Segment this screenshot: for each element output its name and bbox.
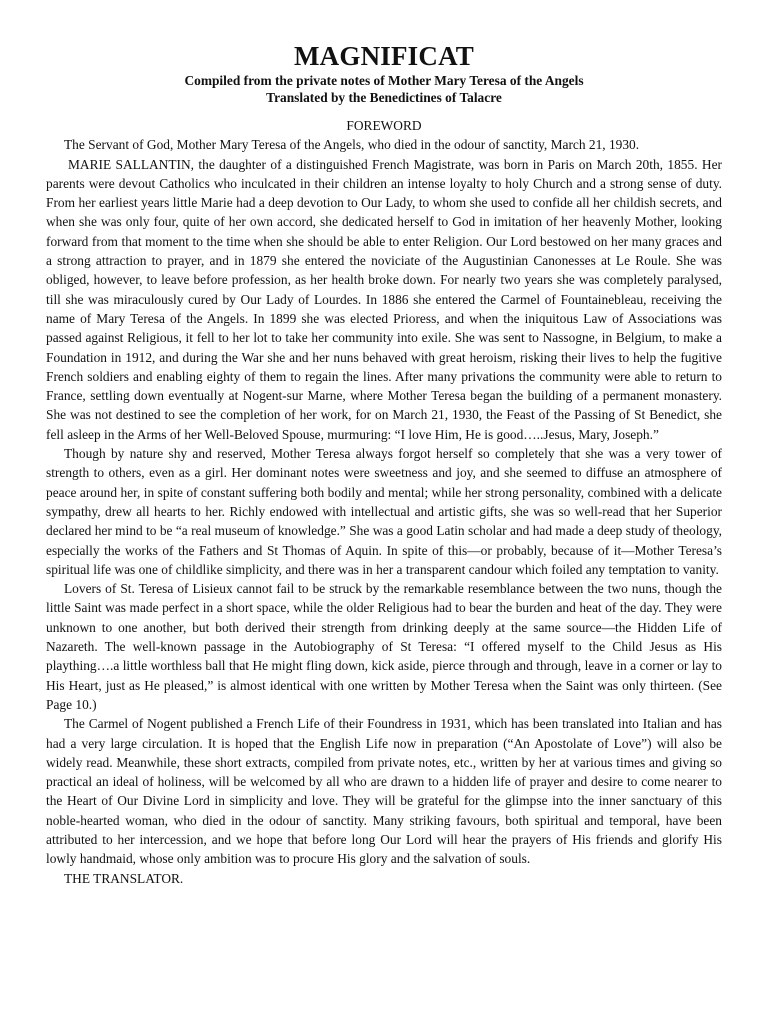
document-page bbox=[46, 40, 722, 888]
paragraph-publication: The Carmel of Nogent published a French Life of their Foundress in 1931, which has been translated into Italian and has had a very large circulation. It is hoped that the English Life now in preparation (“An Apostolate of Love”) will also be widely read. Meanwhile, these short extracts, compiled from private notes, etc., written by her at various times and giving so practical an ideal of holiness, will be welcomed by all who are drawn to a hidden life of prayer and desire to come nearer to the Heart of Our Divine Lord in simplicity and love. They will be grateful for the glimpse into the inner sanctuary of this noble-hearted woman, who died in the odour of sanctity. Many striking favours, both spiritual and temporal, have been attributed to her intercession, and we hope that before long Our Lord will hear the prayers of His friends and glorify His lowly handmaid, whose only ambition was to procure His glory and the salvation of souls. bbox=[46, 716, 722, 867]
document-subtitle-compiled: Compiled from the private notes of Mother Mary Teresa of the Angels bbox=[184, 73, 584, 88]
paragraph-intro: The Servant of God, Mother Mary Teresa of the Angels, who died in the odour of sanctity, March 21, 1930. bbox=[64, 137, 640, 153]
paragraph-character: Though by nature shy and reserved, Mother Teresa always forgot herself so completely that she was a very tower of strength to others, even as a girl. Her dominant notes were sweetness and joy, and she seemed to diffuse an atmosphere of peace around her, in spite of constant suffering both bodily and mental; while her strong personality, combined with a delicate sympathy, drew all hearts to her. Richly endowed with intellectual and artistic gifts, she was so well-read that her Superior declared her mind to be “a real museum of knowledge.” She was a good Latin scholar and had made a deep study of theology, especially the works of the Fathers and St Thomas of Aquin. In spite of this—or probably, because of it—Mother Teresa’s spiritual life was one of childlike simplicity, and there was in her a transparent candour which foiled any temptation to vanity. bbox=[46, 446, 722, 577]
foreword-body bbox=[46, 135, 722, 888]
document-subtitle-translated: Translated by the Benedictines of Talacre bbox=[266, 90, 502, 105]
section-heading-foreword: FOREWORD bbox=[346, 118, 422, 133]
paragraph-biography: MARIE SALLANTIN, the daughter of a distinguished French Magistrate, was born in Paris on March 20th, 1855. Her parents were devout Catholics who inculcated in their children an intense loyalty to holy Church and a strong sense of duty. From her earliest years little Marie had a deep devotion to Our Lady, to whom she used to confide all her childish secrets, and when she was only four, quite of her own accord, she dedicated herself to God in imitation of her heavenly Mother, looking forward from that moment to the time when she should be able to enter Religion. Our Lord bestowed on her many graces and a strong attraction to prayer, and in 1879 she entered the noviciate of the Augustinian Canonesses at Le Roule. She was obliged, however, to leave before profession, as her health broke down. For nearly two years she was completely paralysed, till she was miraculously cured by Our Lady of Lourdes. In 1886 she entered the Carmel of Fountainebleau, receiving the name of Mary Teresa of the Angels. In 1899 she was elected Prioress, and when the iniquitous Law of Associations was passed against Religious, it fell to her lot to take her community into exile. She was sent to Nassogne, in Belgium, to make a Foundation in 1912, and during the War she and her nuns behaved with great heroism, risking their lives to help the fugitive French soldiers and enabling eighty of them to regain the lines. After many privations the community were able to return to France, settling down eventually at Nogent-sur Marne, where Mother Teresa began the building of a permanent monastery. She was not destined to see the completion of her work, for on March 21, 1930, the Feast of the Passing of St Benedict, she fell asleep in the Arms of her Well-Beloved Spouse, murmuring: “I love Him, He is good…..Jesus, Mary, Joseph.” bbox=[46, 156, 722, 442]
document-title: MAGNIFICAT bbox=[294, 41, 474, 71]
paragraph-lisieux: Lovers of St. Teresa of Lisieux cannot fail to be struck by the remarkable resemblance between the two nuns, though the little Saint was made perfect in a short space, while the older Religious had to bear the burden and heat of the day. They were unknown to one another, but both derived their strength from drinking deeply at the same source—the Hidden Life of Nazareth. The well-known passage in the Autobiography of St Teresa: “I offered myself to the Child Jesus as His plaything….a little worthless ball that He might fling down, kick aside, pierce through and through, leave in a corner or lay to His Heart, just as He pleased,” is almost identical with one written by Mother Teresa when the Saint was only thirteen. (See Page 10.) bbox=[46, 581, 722, 712]
signature: THE TRANSLATOR. bbox=[64, 870, 184, 886]
